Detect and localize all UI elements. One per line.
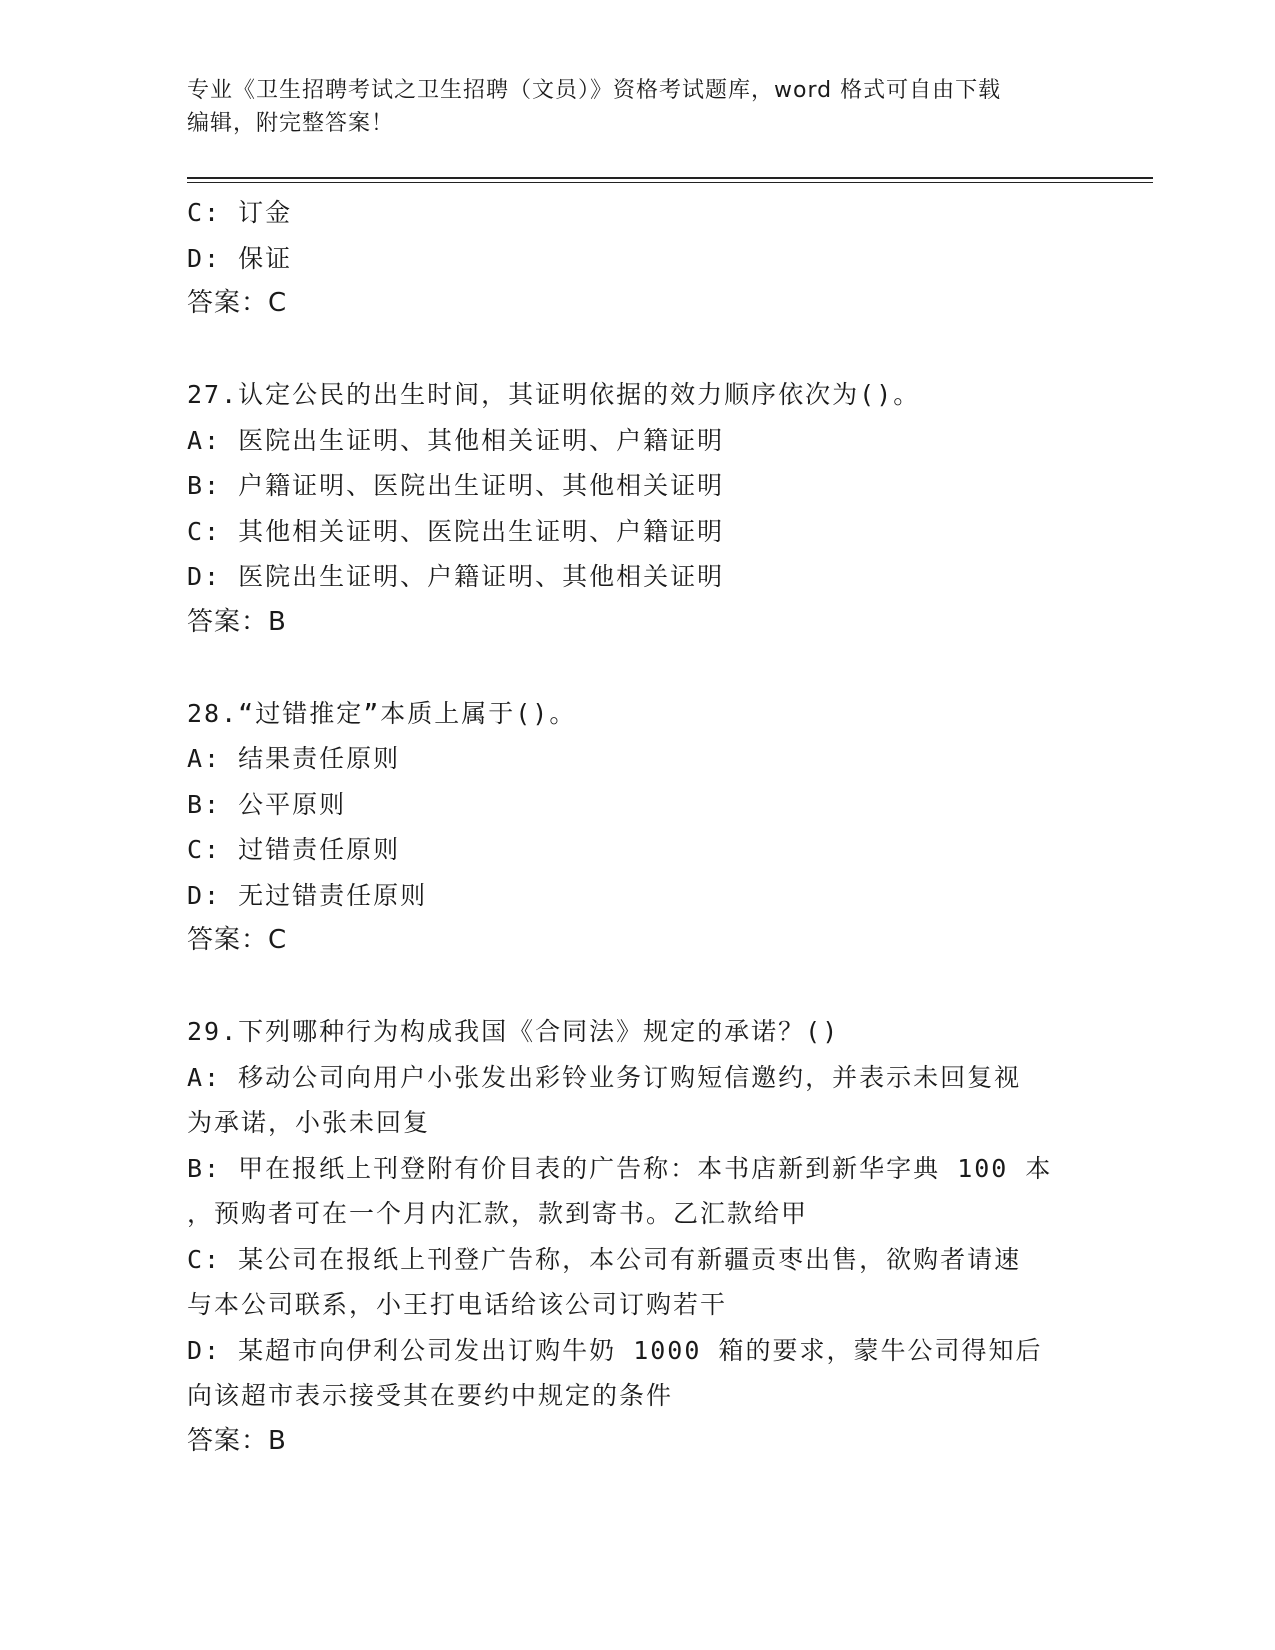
header-line-1: 专业《卫生招聘考试之卫生招聘（文员）》资格考试题库，word 格式可自由下载 bbox=[187, 78, 1002, 103]
q28-option-a: A: 结果责任原则 bbox=[187, 744, 401, 773]
q27-question: 27.认定公民的出生时间，其证明依据的效力顺序依次为()。 bbox=[187, 380, 921, 409]
q26-option-c: C: 订金 bbox=[187, 198, 293, 227]
q28-option-d: D: 无过错责任原则 bbox=[187, 880, 428, 910]
q27-option-b: B: 户籍证明、医院出生证明、其他相关证明 bbox=[187, 471, 725, 500]
question-26-tail bbox=[187, 190, 1087, 327]
q26-option-d: D: 保证 bbox=[187, 243, 293, 273]
page-header bbox=[187, 74, 1067, 140]
q29-option-b-line-1: B: 甲在报纸上刊登附有价目表的广告称：本书店新到新华字典 100 本 bbox=[187, 1153, 1053, 1183]
q29-option-d-line-2: 向该超市表示接受其在要约中规定的条件 bbox=[187, 1381, 674, 1410]
q27-option-d: D: 医院出生证明、户籍证明、其他相关证明 bbox=[187, 562, 725, 591]
header-divider bbox=[187, 177, 1153, 183]
q29-option-a-line-1: A: 移动公司向用户小张发出彩铃业务订购短信邀约，并表示未回复视 bbox=[187, 1062, 1022, 1092]
q29-option-d-line-1: D: 某超市向伊利公司发出订购牛奶 1000 箱的要求，蒙牛公司得知后 bbox=[187, 1335, 1043, 1365]
spacer bbox=[187, 327, 1087, 373]
q27-option-c: C: 其他相关证明、医院出生证明、户籍证明 bbox=[187, 516, 725, 546]
spacer bbox=[187, 645, 1087, 691]
q29-question: 29.下列哪种行为构成我国《合同法》规定的承诺？() bbox=[187, 1017, 840, 1046]
q29-option-b-line-2: ，预购者可在一个月内汇款，款到寄书。乙汇款给甲 bbox=[187, 1199, 809, 1228]
q27-option-a: A: 医院出生证明、其他相关证明、户籍证明 bbox=[187, 425, 725, 455]
q29-option-a-line-2: 为承诺，小张未回复 bbox=[187, 1108, 431, 1137]
question-27 bbox=[187, 372, 1087, 645]
q29-answer: 答案：B bbox=[187, 1425, 287, 1456]
q28-option-c: C: 过错责任原则 bbox=[187, 835, 401, 864]
q26-answer: 答案：C bbox=[187, 288, 288, 318]
q29-option-c-line-1: C: 某公司在报纸上刊登广告称，本公司有新疆贡枣出售，欲购者请速 bbox=[187, 1244, 1022, 1274]
q27-answer: 答案：B bbox=[187, 606, 287, 637]
question-28 bbox=[187, 691, 1087, 964]
question-29 bbox=[187, 1009, 1087, 1464]
q29-option-c-line-2: 与本公司联系，小王打电话给该公司订购若干 bbox=[187, 1290, 728, 1319]
header-line-2: 编辑，附完整答案！ bbox=[187, 111, 395, 136]
spacer bbox=[187, 964, 1087, 1010]
question-list bbox=[187, 190, 1087, 1464]
q28-question: 28.“过错推定”本质上属于()。 bbox=[187, 698, 577, 728]
q28-answer: 答案：C bbox=[187, 925, 288, 955]
q28-option-b: B: 公平原则 bbox=[187, 789, 347, 819]
